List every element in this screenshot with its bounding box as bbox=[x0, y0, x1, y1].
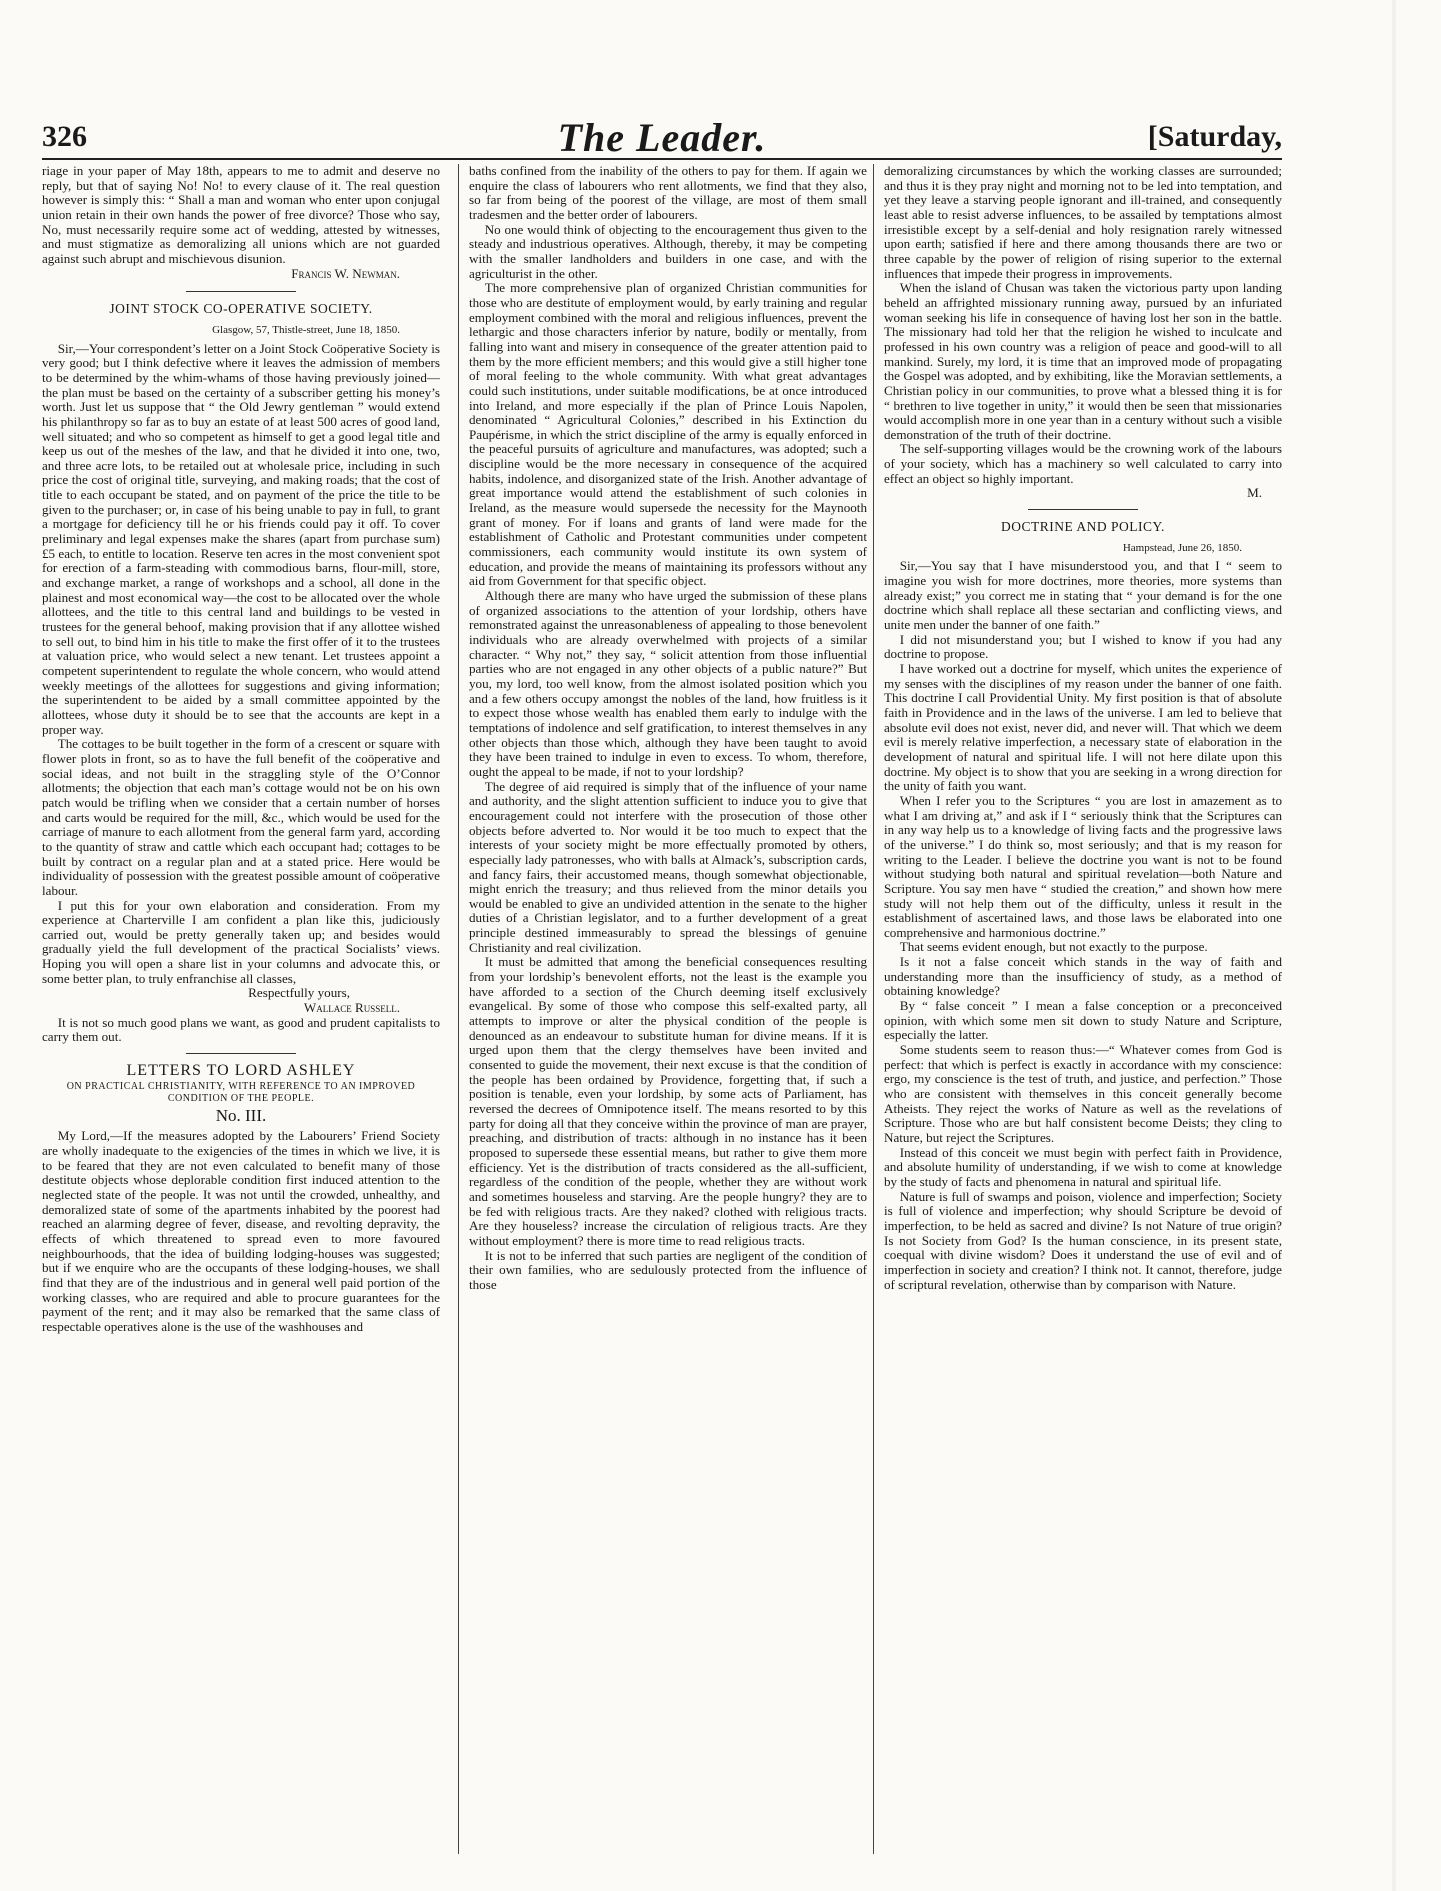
header-rule bbox=[42, 158, 1282, 160]
paragraph: Is it not a false conceit which stands in the way of faith and understanding more than the insufficiency of study, as a method of obtaining knowledge? bbox=[884, 954, 1282, 999]
paragraph: riage in your paper of May 18th, appears to me to admit and deserve no reply, but that of saying No! No! to every clause of it. The real question however is simply this: “ Shall a man and woman who enter upon conjugal union retain in their own hands the power of free divorce? Those who say, No, must necessarily require some act of wedding, attested by witnesses, and must stigmatize as demoralizing all unions which are not guarded against such abrupt and mischievous disunion. bbox=[42, 164, 440, 266]
page-edge-shadow bbox=[1392, 0, 1396, 1891]
paragraph: By “ false conceit ” I mean a false conception or a preconceived opinion, with which some men sit down to study Nature and Scripture, especially the latter. bbox=[884, 998, 1282, 1043]
paragraph: It must be admitted that among the beneficial consequences resulting from your lordship’s benevolent efforts, not the least is the example you have afforded to a section of the Church deeming itself exclusively evangelical. By some of those who compose this self-exalted party, all attempts to improve or alter the physical condition of the people is denounced as an endeavour to substitute human for divine means. If it is urged upon them that the clergy themselves have been invited and consented to guide the movement, their next excuse is that the condition of the people has been ordained by Providence, forgetting that, if such a position is tenable, even your lordship, by some acts of Parliament, has reversed the decrees of Omnipotence itself. The means resorted to by this party for doing all that they conceive within the province of man are prayer, preaching, and distribution of tracts: although in no instance has it been proposed to supersede these essential means, but rather to give them more efficiency. Yet is the distribution of tracts considered as the all-sufficient, regardless of the condition of the people, whether they are without work and sometimes houseless and starving. Are the people hungry? they are to be fed with religious tracts. Are they naked? clothed with religious tracts. Are they houseless? increase the circulation of religious tracts. Are they without employment? there is more time to read religious tracts. bbox=[469, 954, 867, 1248]
paragraph: No one would think of objecting to the encouragement thus given to the steady and industrious operatives. Although, thereby, it may be competing with the smaller landholders and builders in one case, and with the agriculturist in the other. bbox=[469, 221, 867, 281]
column-divider bbox=[458, 164, 459, 1854]
signature: M. bbox=[1247, 485, 1262, 501]
paragraph: Nature is full of swamps and poison, violence and imperfection; Society is full of violence and imperfection; why should Scripture be devoid of imperfection, to be held as sacred and divine? Is not Nature of true origin? Is not Society from God? Is the human conscience, in its present state, coequal with divine wisdom? Does it understand the use of evil and of imperfection in society and creation? I think not. It cannot, therefore, judge of scriptural revelation, otherwise than by comparison with Nature. bbox=[884, 1188, 1282, 1292]
sign-off: Respectfully yours, bbox=[248, 985, 350, 1001]
paragraph: Instead of this conceit we must begin with perfect faith in Providence, and absolute humility of understanding, if we wish to come at knowledge by the study of facts and phenomena in natural and spiritual life. bbox=[884, 1144, 1282, 1189]
paragraph: Sir,—Your correspondent’s letter on a Joint Stock Coöperative Society is very good; but I think defective where it leaves the admission of members to be determined by the whim-whams of those having previously joined—the plan must be based on the certainty of a subscriber getting his money’s worth. Just let us suppose that “ the Old Jewry gentleman ” would extend his philanthropy so far as to buy an estate of at least 500 acres of good land, well situated; and who so competent as himself to get a good legal title and keep us out of the meshes of the law, and that he divided it into one, two, and three acre lots, to be retailed out at wholesale price, including in such price the cost of original title, surveying, and making roads; that the cost of title to each occupant be stated, and on payment of the price the title to be given to the purchaser; or, in case of his being unable to pay in full, to grant a mortgage for deficiency till he or his friends could pay it off. To cover preliminary and legal expenses make the shares (apart from purchase sum) £5 each, to entitle to location. Reserve ten acres in the most convenient spot for erection of a farm-steading with commodious barns, flour-mill, store, and exchange market, a range of workshops and a school, all done in the plainest and most economical way—the cost to be allocated over the whole allottees, and the title to this central land and buildings to be vested in trustees for the general behoof, making provision that if any allottee wished to sell out, to bind him in his title to make the first offer of it to the trustees at valuation price, who would select a new tenant. Let trustees appoint a competent superintendent to regulate the whole concern, who would attend weekly meetings of the allottees for suggestions and giving information; the superintendent to be aided by a small committee appointed by the allottees, whose duty it should be to see that the accounts are kept in a proper way. bbox=[42, 340, 440, 737]
page-number: 326 bbox=[42, 120, 87, 153]
dateline: Glasgow, 57, Thistle-street, June 18, 1850. bbox=[212, 323, 400, 336]
paragraph: Although there are many who have urged the submission of these plans of organized associations to the attention of your lordship, others have remonstrated against the unreasonableness of appealing to those benevolent individuals who are already overwhelmed with projects of a similar character. “ Why not,” they say, “ solicit attention from those influential parties who are not engaged in any other objects of a public nature?” But you, my lord, too well know, from the almost isolated position which you and a few others occupy amongst the nobles of the land, how fruitless is it to expect those whose wealth has enabled them early to indulge with the temptations of indolence and self gratification, to interest themselves in any other objects than those which, although they have been taught to avoid they have been trained to indulge in even to excess. To whom, therefore, ought the appeal to be made, if not to your lordship? bbox=[469, 588, 867, 779]
paragraph: The degree of aid required is simply that of the influence of your name and authority, and the slight attention sufficient to induce you to give that encouragement could not interfere with the prosecution of those other objects before adverted to. Nor would it be too much to expect that the interests of your society might be more effectually promoted by others, especially lady patronesses, who with balls at Almack’s, subscription cards, and fancy fairs, their accustomed means, though somewhat objectionable, might enrich the treasury; and thus relieved from the minor details you would be enabled to give an undivided attention in the senate to the higher duties of a Christian legislator, and to a further development of a great principle destined immeasurably to spread the blessings of genuine Christianity and real civilization. bbox=[469, 778, 867, 955]
article-title: DOCTRINE AND POLICY. bbox=[1001, 519, 1165, 535]
section-rule bbox=[186, 291, 296, 292]
signature: Wallace Russell. bbox=[303, 1000, 400, 1016]
header-date: [Saturday, bbox=[1147, 120, 1282, 153]
paragraph: That seems evident enough, but not exactly to the purpose. bbox=[899, 939, 1208, 955]
signature: Francis W. Newman. bbox=[291, 265, 400, 281]
dateline: Hampstead, June 26, 1850. bbox=[1122, 541, 1242, 554]
column-2 bbox=[469, 164, 867, 1854]
paragraph: I put this for your own elaboration and consideration. From my experience at Charterville I am confident a plan like this, judiciously carried out, would be pretty generally taken up; and besides would gradually yield the full development of the practical Socialists’ views. Hoping you will open a share list in your columns and advocate this, or some better plan, to truly enfranchise all classes, bbox=[42, 897, 440, 986]
paragraph: The more comprehensive plan of organized Christian communities for those who are destitute of employment would, by early training and regular employment combined with the moral and religious influences, prevent the lethargic and those characters inferior by nature, bodily or mentally, from falling into want and misery in consequence of the greater attention paid to them by the more efficient members; and this would give a still higher tone of moral feeling to the whole community. With what great advantages could such institutions, under suitable modifications, be at once introduced into Ireland, and more especially if the plan of Prince Louis Napolen, denominated “ Agricultural Colonies,” described in his Extinction du Paupérisme, in which the strict discipline of the army is equally enforced in the peaceful pursuits of agriculture and manufactures, was adopted; such a discipline would be the more necessary in consequence of the acquired habits, indolence, and disorganized state of the Irish. Another advantage of great importance would attend the establishment of such colonies in Ireland, as the measure would supersede the necessity for the Maynooth grant of money. For if loans and grants of land were made for the establishment of Catholic and Protestant communities under competent commissioners, each community would institute its own system of education, and provide the means of maintaining its professors without any aid from Government for that specific object. bbox=[469, 280, 867, 589]
paragraph: My Lord,—If the measures adopted by the Labourers’ Friend Society are wholly inadequate to the exigencies of the times in which we live, it is to be feared that they are not even calculated to benefit many of those destitute objects whose deplorable condition first induced attention to the neglected state of the people. It was not until the crowded, unhealthy, and demoralized state of some of the apartments inhabited by the poorest had reached an alarming degree of fever, disease, and revolting depravity, the effects of which threatened to spread even to more favoured neighbourhoods, that the idea of building lodging-houses was suggested; but if we enquire who are the occupants of these lodging-houses, we shall find that they are of the industrious and in general well paid portion of the working classes, who are required and able to procure guarantees for the payment of the rent; and it may also be remarked that the same class of respectable operatives alone is the use of the washhouses and bbox=[42, 1128, 440, 1334]
article-title: JOINT STOCK CO-OPERATIVE SOCIETY. bbox=[109, 301, 373, 317]
paragraph: When the island of Chusan was taken the victorious party upon landing beheld an affrighted missionary running away, pursued by an infuriated woman seeking his life in consequence of having lost her son in the battle. The missionary had told her that the religion he wished to inculcate and professed in his own country was a religion of peace and good-will to all mankind. Surely, my lord, it is time that an improved mode of propagating the Gospel was adopted, and by exhibiting, like the Moravian settlements, a Christian policy in our communities, to prove what a blessed thing it is for “ brethren to live together in unity,” it would then be seen that missionaries would accomplish more in one year than in a century without such a visible demonstration of the truth of their doctrine. bbox=[884, 280, 1282, 442]
column-1 bbox=[42, 164, 440, 1854]
paragraph: Sir,—You say that I have misunderstood you, and that I “ seem to imagine you wish for more doctrines, more theories, more systems than already exist;” you correct me in stating that “ your demand is for the one doctrine which shall replace all these sectarian and conflicting views, and unite men under the banner of one faith.” bbox=[884, 558, 1282, 633]
column-divider bbox=[873, 164, 874, 1854]
paragraph: It is not to be inferred that such parties are negligent of the condition of their own families, who are sedulously protected from the influence of those bbox=[469, 1247, 867, 1292]
paragraph: Some students seem to reason thus:—“ Whatever comes from God is perfect: that which is perfect is exactly in accordance with my conscience: ergo, my conscience is the test of truth, and justice, and perfection.” Those who are consistent with themselves in this conceit generally become Atheists. They reject the works of Nature as well as the revelations of Scripture. Those who are but half consistent become Deists; they cling to Nature, but reject the Scriptures. bbox=[884, 1042, 1282, 1145]
paragraph: The cottages to be built together in the form of a crescent or square with flower plots in front, so as to have the full benefit of the coöperative and social ideas, and not built in the straggling style of the O’Connor allotments; the objection that each man’s cottage would not be on his own patch would be trifling when we consider that a certain number of horses and carts would be required for the mill, &c., which would be used for the carriage of manure to each allotment from the general farm yard, according to the quantity of straw and cattle which each occupant had; cottages to be built by contract on a regular plan and at a stated price. Here would be individuality of possession with the greatest possible amount of coöperative labour. bbox=[42, 736, 440, 898]
section-rule bbox=[1028, 509, 1138, 510]
section-rule bbox=[186, 1053, 296, 1054]
masthead: The Leader. bbox=[557, 115, 767, 160]
paragraph: The self-supporting villages would be the crowning work of the labours of your society, which has a machinery so well calculated to carry into effect an object so highly important. bbox=[884, 441, 1282, 486]
paragraph: When I refer you to the Scriptures “ you are lost in amazement as to what I am driving at,” and ask if I “ seriously think that the Scriptures can in any way help us to a knowledge of living facts and the progressive laws of the universe.” I do think so, most seriously; and that is my reason for writing to the Leader. I believe the doctrine you want is not to be found without studying both natural and spiritual revelation—both Nature and Scripture. You say men have “ studied the creation,” and shown how mere study will not help them out of the difficulty, unless it result in the establishment of ascertained laws, and those laws be elaborated into one comprehensive and harmonious doctrine.” bbox=[884, 792, 1282, 940]
paragraph: I have worked out a doctrine for myself, which unites the experience of my senses with the disciplines of my reason under the banner of one faith. This doctrine I call Providential Unity. My first position is that of absolute faith in Providence and in the laws of the universe. I am led to believe that absolute evil does not exist, never did, and never will. That which we deem evil is merely relative imperfection, a necessary state of elaboration in the development of natural and spiritual life. I will not here dilate upon this doctrine. My object is to show that you are seeking in a wrong direction for the unity of faith you want. bbox=[884, 661, 1282, 794]
column-3 bbox=[884, 164, 1282, 1854]
paragraph: baths confined from the inability of the others to pay for them. If again we enquire the class of labourers who rent allotments, we find that they also, so far from being of the poorest of the village, are most of them small tradesmen and the better order of labourers. bbox=[469, 164, 867, 222]
paragraph: demoralizing circumstances by which the working classes are surrounded; and thus it is they pray night and morning not to be led into temptation, and yet they leave a starving people ignorant and ill-trained, and consequently least able to resist adverse influences, to be assailed by temptations almost irresistible except by a self-denial and holy resignation rarely witnessed upon earth; satisfied if here and there among thousands there are two or three capable by the power of religion of rising superior to the external influences that impede their progress in improvements. bbox=[884, 164, 1282, 281]
letter-number: No. III. bbox=[215, 1105, 267, 1125]
paragraph: I did not misunderstand you; but I wished to know if you had any doctrine to propose. bbox=[884, 631, 1282, 662]
paragraph: It is not so much good plans we want, as good and prudent capitalists to carry them out. bbox=[42, 1014, 440, 1045]
page-header bbox=[42, 115, 1282, 160]
article-subtitle: ON PRACTICAL CHRISTIANITY, WITH REFERENCE TO AN IMPROVED CONDITION OF THE PEOPLE. bbox=[66, 1080, 416, 1104]
article-title: LETTERS TO LORD ASHLEY bbox=[126, 1062, 356, 1080]
